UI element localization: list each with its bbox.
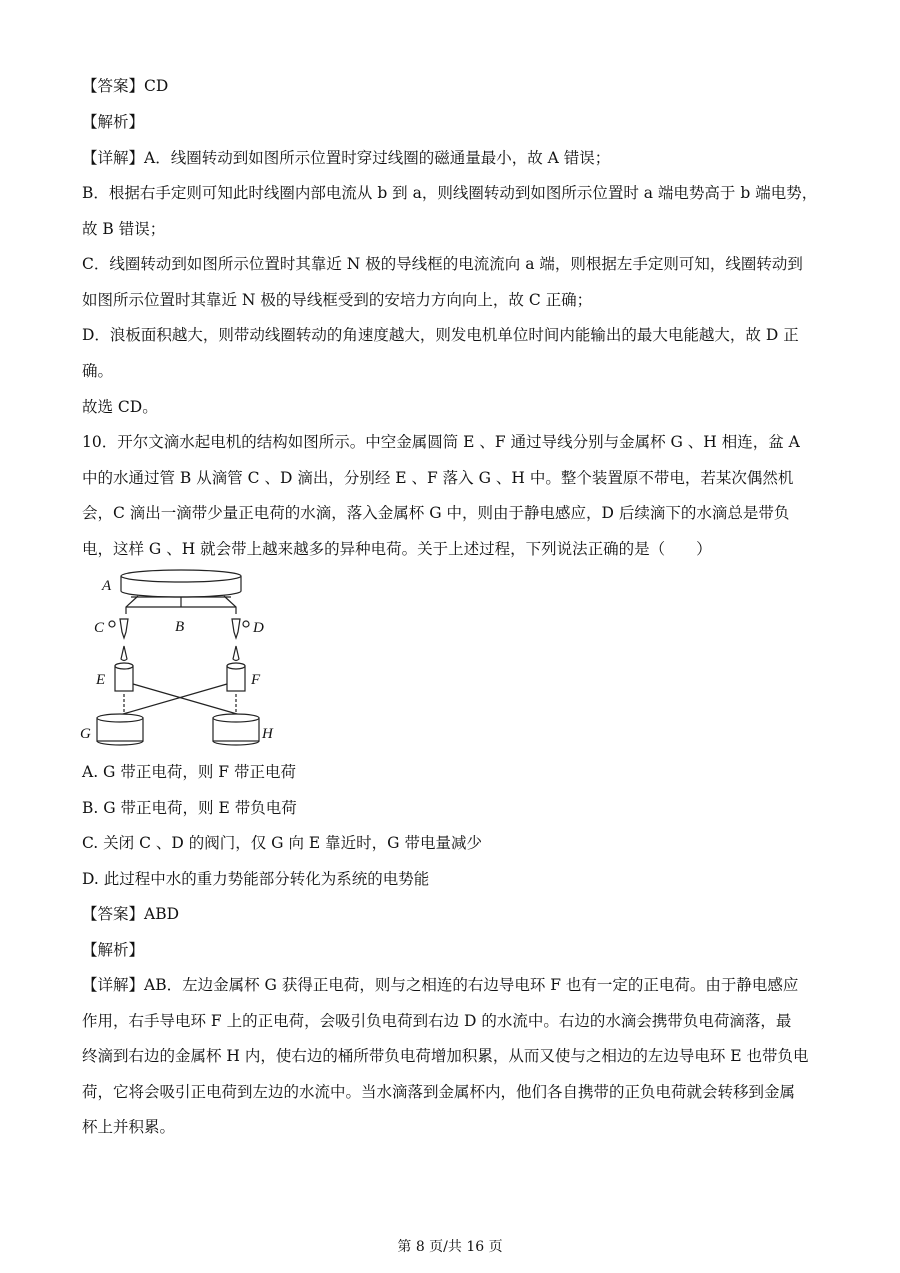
label-b: B xyxy=(175,619,185,635)
choice-line: 故选 CD。 xyxy=(82,398,158,416)
pipe-right xyxy=(224,596,236,614)
label-a: A xyxy=(102,578,112,594)
detail-10-line-3: 终滴到右边的金属杯 H 内，使右边的桶所带负电荷增加积累，从而又使与之相边的左边导电环 E 也带负电 xyxy=(82,1047,809,1065)
detail-line-d2: 确。 xyxy=(82,362,114,380)
kelvin-water-dropper-figure xyxy=(76,566,306,756)
detail-line-b2: 故 B 错误； xyxy=(82,220,166,238)
drop-right xyxy=(233,646,239,661)
cylinder-e xyxy=(115,666,133,691)
answer-line-10: 【答案】ABD xyxy=(82,905,180,923)
cylinder-f xyxy=(227,666,245,691)
cylinder-e-top xyxy=(115,663,133,669)
pipe-left xyxy=(126,596,138,614)
detail-10-line-5: 杯上并积累。 xyxy=(82,1118,176,1136)
valve-c xyxy=(109,621,115,627)
label-h: H xyxy=(262,726,273,742)
option-c: C. 关闭 C 、D 的阀门，仅 G 向 E 靠近时，G 带电量减少 xyxy=(82,834,482,852)
cup-g-top xyxy=(97,714,143,722)
drop-left xyxy=(121,646,127,661)
analysis-heading: 【解析】 xyxy=(82,113,145,131)
label-f: F xyxy=(251,672,261,688)
option-b: B. G 带正电荷，则 E 带负电荷 xyxy=(82,799,297,817)
answer-line: 【答案】CD xyxy=(82,77,169,95)
detail-line-a: 【详解】A．线圈转动到如图所示位置时穿过线圈的磁通量最小，故 A 错误； xyxy=(82,149,611,167)
dropper-d xyxy=(232,619,240,638)
page-footer: 第 8 页/共 16 页 xyxy=(397,1239,503,1255)
figure-svg xyxy=(76,566,306,756)
detail-10-line-4: 荷，它将会吸引正电荷到左边的水流中。当水滴落到金属杯内，他们各自携带的正负电荷就会转移到金属 xyxy=(82,1083,796,1101)
analysis-heading-10: 【解析】 xyxy=(82,941,145,959)
detail-line-c1: C．线圈转动到如图所示位置时其靠近 N 极的导线框的电流流向 a 端，则根据左手定则可知，线圈转动到 xyxy=(82,255,803,273)
label-d: D xyxy=(253,620,264,636)
option-a: A. G 带正电荷，则 F 带正电荷 xyxy=(82,763,296,781)
basin-bottom xyxy=(121,591,241,597)
question-10-line-2: 中的水通过管 B 从滴管 C 、D 滴出，分别经 E 、F 落入 G 、H 中。整个装置原不带电，若某次偶然机 xyxy=(82,469,794,487)
label-g: G xyxy=(80,726,91,742)
dropper-c xyxy=(120,619,128,638)
detail-line-d1: D．浪板面积越大，则带动线圈转动的角速度越大，则发电机单位时间内能输出的最大电能越大，故 D 正 xyxy=(82,326,799,344)
detail-10-line-2: 作用，右手导电环 F 上的正电荷，会吸引负电荷到右边 D 的水流中。右边的水滴会携带负电荷滴落，最 xyxy=(82,1012,792,1030)
label-c: C xyxy=(94,620,105,636)
label-e: E xyxy=(96,672,106,688)
detail-10-line-1: 【详解】AB．左边金属杯 G 获得正电荷，则与之相连的右边导电环 F 也有一定的正电荷。由于静电感应 xyxy=(82,976,799,994)
cup-h-top xyxy=(213,714,259,722)
detail-line-b1: B．根据右手定则可知此时线圈内部电流从 b 到 a，则线圈转动到如图所示位置时 a 端电势高于 b 端电势， xyxy=(82,184,818,202)
question-10-line-1: 10．开尔文滴水起电机的结构如图所示。中空金属圆筒 E 、F 通过导线分别与金属杯 G 、H 相连，盆 A xyxy=(82,433,800,451)
detail-line-c2: 如图所示位置时其靠近 N 极的导线框受到的安培力方向向上，故 C 正确； xyxy=(82,291,593,309)
option-d: D. 此过程中水的重力势能部分转化为系统的电势能 xyxy=(82,870,430,888)
cylinder-f-top xyxy=(227,663,245,669)
question-10-line-3: 会，C 滴出一滴带少量正电荷的水滴，落入金属杯 G 中，则由于静电感应，D 后续滴下的水滴总是带负 xyxy=(82,504,790,522)
valve-d xyxy=(243,621,249,627)
question-10-line-4: 电，这样 G 、H 就会带上越来越多的异种电荷。关于上述过程，下列说法正确的是（ ） xyxy=(82,540,712,558)
basin-top xyxy=(121,570,241,582)
